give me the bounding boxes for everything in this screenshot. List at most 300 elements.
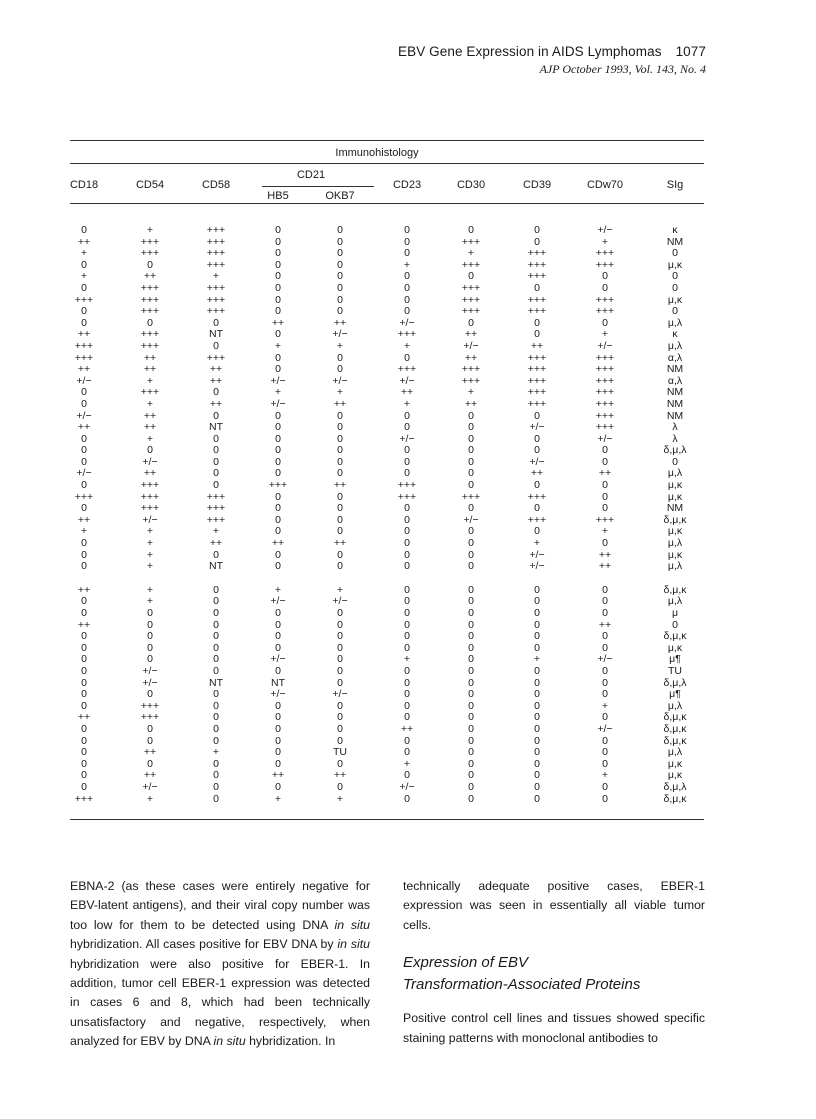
table-cell: +/− xyxy=(142,513,158,526)
table-cell: +++ xyxy=(140,235,160,248)
table-cell: ++ xyxy=(143,409,157,422)
table-cell: 0 xyxy=(275,409,281,422)
table-cell: + xyxy=(601,235,609,248)
table-cell: +/− xyxy=(529,548,545,561)
table-cell: α,λ xyxy=(667,351,683,364)
body-paragraph: EBNA-2 (as these cases were entirely negative for EBV-latent antigens), and their viral copy number was too low for them to be detected using DNA in situ hybridization. All cases positive for EBV DNA by in situ hybridization were also positive for EBER-1. In addition, tumor cell EBER-1 expression was detected in cases 6 and 8, which had been technically unsatisfactory and negative, respectively, when analyzed for EBV by DNA in situ hybridization. In xyxy=(70,879,371,1049)
table-cell: 0 xyxy=(404,792,410,805)
table-cell: 0 xyxy=(213,444,219,457)
table-cell: + xyxy=(336,386,344,399)
table-cell: + xyxy=(533,653,541,666)
table-cell: 0 xyxy=(602,444,608,457)
table-cell: + xyxy=(146,374,154,387)
table-cell: ++ xyxy=(77,618,91,631)
table-cell: 0 xyxy=(468,525,474,538)
table-cell: +++ xyxy=(206,502,226,515)
table-cell: 0 xyxy=(404,467,410,480)
table-cell: 0 xyxy=(468,688,474,701)
table-cell: +++ xyxy=(595,305,615,318)
table-cell: 0 xyxy=(337,630,343,643)
table-cell: μ,λ xyxy=(667,339,683,352)
table-cell: +++ xyxy=(206,247,226,260)
table-cell: ++ xyxy=(333,397,347,410)
table-cell: 0 xyxy=(534,235,540,248)
table-cell: 0 xyxy=(672,305,678,318)
table-cell: ++ xyxy=(598,548,612,561)
table-cell: +++ xyxy=(595,247,615,260)
table-cell: 0 xyxy=(404,305,410,318)
table-cell: 0 xyxy=(81,548,87,561)
column-header-cdw70: CDw70 xyxy=(586,179,624,191)
table-cell: 0 xyxy=(468,664,474,677)
table-cell: NM xyxy=(666,409,684,422)
table-cell: +++ xyxy=(397,479,417,492)
table-cell: 0 xyxy=(275,699,281,712)
table-cell: 0 xyxy=(404,537,410,550)
table-cell: +++ xyxy=(206,305,226,318)
table-cell: 0 xyxy=(602,734,608,747)
table-cell: 0 xyxy=(534,792,540,805)
section-heading-line: Transformation-Associated Proteins xyxy=(403,976,641,994)
table-cell: μ,λ xyxy=(667,595,683,608)
table-cell: +++ xyxy=(140,339,160,352)
table-cell: +/− xyxy=(332,374,348,387)
table-cell: ++ xyxy=(464,351,478,364)
table-cell: μ,κ xyxy=(667,490,683,503)
table-cell: 0 xyxy=(602,455,608,468)
table-cell: +++ xyxy=(527,305,547,318)
table-cell: +++ xyxy=(206,224,226,236)
table-cell: 0 xyxy=(147,618,153,631)
table-cell: 0 xyxy=(337,270,343,283)
table-cell: 0 xyxy=(275,734,281,747)
table-cell: 0 xyxy=(534,444,540,457)
table-cell: μ,λ xyxy=(667,467,683,480)
group-separator xyxy=(141,573,159,585)
table-cell: 0 xyxy=(213,711,219,724)
table-cell: ++ xyxy=(209,397,223,410)
table-column-cd58 xyxy=(207,225,225,805)
table-cell: + xyxy=(146,595,154,608)
table-cell: 0 xyxy=(468,467,474,480)
table-cell: +++ xyxy=(527,490,547,503)
table-cell: 0 xyxy=(534,746,540,759)
table-cell: 0 xyxy=(602,583,608,596)
table-cell: ++ xyxy=(271,769,285,782)
table-cell: 0 xyxy=(213,455,219,468)
table-cell: 0 xyxy=(275,502,281,515)
table-cell: λ xyxy=(672,421,678,434)
table-cell: 0 xyxy=(81,653,87,666)
table-cell: +++ xyxy=(397,328,417,341)
table-cell: 0 xyxy=(337,699,343,712)
table-cell: 0 xyxy=(213,722,219,735)
table-cell: + xyxy=(403,339,411,352)
table-cell: + xyxy=(403,258,411,271)
table-cell: κ xyxy=(672,328,678,341)
table-cell: α,λ xyxy=(667,374,683,387)
table-cell: ++ xyxy=(143,421,157,434)
table-cell: 0 xyxy=(404,607,410,619)
table-cell: +/− xyxy=(399,316,415,329)
table-cell: 0 xyxy=(534,479,540,492)
table-cell: +++ xyxy=(74,490,94,503)
table-cell: 0 xyxy=(147,607,153,619)
table-cell: 0 xyxy=(602,316,608,329)
table-cell: 0 xyxy=(337,409,343,422)
table-cell: + xyxy=(146,560,154,573)
table-cell: 0 xyxy=(404,630,410,643)
body-column-right xyxy=(403,877,705,1048)
table-cell: NM xyxy=(666,502,684,515)
table-cell: 0 xyxy=(468,711,474,724)
table-cell: 0 xyxy=(81,386,87,399)
table-cell: 0 xyxy=(404,583,410,596)
table-cell: NM xyxy=(666,363,684,376)
table-cell: +/− xyxy=(270,595,286,608)
table-cell: 0 xyxy=(534,630,540,643)
table-cell: + xyxy=(467,386,475,399)
body-paragraph: technically adequate positive cases, EBER-1 expression was seen in essentially all viable tumor cells. xyxy=(403,879,705,932)
table-cell: 0 xyxy=(81,224,87,236)
table-cell: 0 xyxy=(602,688,608,701)
table-cell: 0 xyxy=(81,502,87,515)
column-header-cd30: CD30 xyxy=(456,179,486,191)
table-bottom-rule xyxy=(70,819,704,820)
table-cell: 0 xyxy=(404,409,410,422)
table-cell: 0 xyxy=(602,630,608,643)
table-cell: +++ xyxy=(206,235,226,248)
body-column-left xyxy=(70,877,370,1052)
table-cell: + xyxy=(533,537,541,550)
table-cell: ++ xyxy=(271,537,285,550)
table-cell: 0 xyxy=(468,746,474,759)
table-cell: 0 xyxy=(337,490,343,503)
cd21-span-rule xyxy=(262,186,374,187)
table-cell: + xyxy=(146,432,154,445)
table-cell: + xyxy=(336,792,344,805)
table-cell: 0 xyxy=(213,583,219,596)
table-cell: 0 xyxy=(81,688,87,701)
table-cell: +/− xyxy=(399,374,415,387)
table-cell: 0 xyxy=(468,699,474,712)
table-cell: 0 xyxy=(468,560,474,573)
table-cell: 0 xyxy=(468,479,474,492)
table-cell: 0 xyxy=(275,722,281,735)
table-cell: NT xyxy=(209,421,223,434)
table-cell: +++ xyxy=(206,293,226,306)
table-cell: δ,μ,λ xyxy=(663,780,687,793)
table-cell: 0 xyxy=(275,618,281,631)
table-cell: + xyxy=(212,746,220,759)
table-cell: +++ xyxy=(461,305,481,318)
table-cell: 0 xyxy=(337,560,343,573)
table-cell: 0 xyxy=(404,548,410,561)
table-cell: μ,κ xyxy=(667,548,683,561)
table-cell: 0 xyxy=(337,653,343,666)
group-separator xyxy=(332,573,347,585)
table-cell: 0 xyxy=(337,224,343,236)
table-cell: 0 xyxy=(468,432,474,445)
table-cell: 0 xyxy=(534,316,540,329)
table-cell: 0 xyxy=(275,305,281,318)
table-cell: 0 xyxy=(275,247,281,260)
running-header xyxy=(398,44,706,59)
table-cell: +++ xyxy=(527,270,547,283)
table-cell: 0 xyxy=(534,757,540,770)
column-header-hb5: HB5 xyxy=(267,190,289,202)
table-cell: 0 xyxy=(534,722,540,735)
table-cell: 0 xyxy=(213,339,219,352)
table-column-cd39 xyxy=(528,225,546,805)
table-cell: μ,κ xyxy=(667,641,683,654)
column-header-cd18: CD18 xyxy=(69,179,99,191)
table-cell: κ xyxy=(672,224,678,236)
table-cell: 0 xyxy=(275,757,281,770)
table-cell: + xyxy=(274,792,282,805)
table-cell: ++ xyxy=(400,386,414,399)
table-cell: +++ xyxy=(206,281,226,294)
table-cell: 0 xyxy=(275,630,281,643)
table-cell: 0 xyxy=(81,537,87,550)
table-cell: 0 xyxy=(468,537,474,550)
table-column-hb5 xyxy=(269,225,287,805)
table-cell: +++ xyxy=(595,513,615,526)
table-cell: +++ xyxy=(527,386,547,399)
table-cell: μ,λ xyxy=(667,537,683,550)
table-cell: +++ xyxy=(461,490,481,503)
table-cell: + xyxy=(403,757,411,770)
group-separator xyxy=(596,573,614,585)
table-cell: 0 xyxy=(147,653,153,666)
table-cell: 0 xyxy=(404,235,410,248)
table-cell: μ,κ xyxy=(667,479,683,492)
column-header-cd54: CD54 xyxy=(135,179,165,191)
table-cell: +/− xyxy=(529,560,545,573)
table-cell: +++ xyxy=(527,513,547,526)
table-cell: 0 xyxy=(404,676,410,689)
table-cell: 0 xyxy=(81,595,87,608)
table-cell: +/− xyxy=(76,374,92,387)
table-cell: 0 xyxy=(337,247,343,260)
table-cell: 0 xyxy=(81,479,87,492)
table-cell: ++ xyxy=(77,235,91,248)
table-cell: ++ xyxy=(143,467,157,480)
table-cell: 0 xyxy=(468,780,474,793)
table-cell: ++ xyxy=(333,479,347,492)
table-cell: μ,λ xyxy=(667,746,683,759)
table-cell: 0 xyxy=(404,502,410,515)
table-cell: 0 xyxy=(404,769,410,782)
table-cell: 0 xyxy=(275,270,281,283)
table-cell: 0 xyxy=(275,258,281,271)
table-cell: + xyxy=(212,270,220,283)
table-cell: +/− xyxy=(597,653,613,666)
table-cell: 0 xyxy=(534,525,540,538)
table-cell: 0 xyxy=(534,688,540,701)
table-cell: 0 xyxy=(213,409,219,422)
table-cell: 0 xyxy=(337,618,343,631)
table-cell: 0 xyxy=(81,444,87,457)
table-cell: ++ xyxy=(400,722,414,735)
table-cell: +++ xyxy=(74,792,94,805)
table-cell: +++ xyxy=(461,235,481,248)
table-cell: 0 xyxy=(337,722,343,735)
table-cell: + xyxy=(403,653,411,666)
table-cell: 0 xyxy=(275,513,281,526)
table-cell: 0 xyxy=(602,595,608,608)
table-cell: +/− xyxy=(76,467,92,480)
table-cell: 0 xyxy=(337,664,343,677)
table-cell: 0 xyxy=(337,455,343,468)
group-separator xyxy=(664,573,687,585)
table-cell: +++ xyxy=(140,711,160,724)
table-cell: 0 xyxy=(81,780,87,793)
table-cell: + xyxy=(336,339,344,352)
table-cell: +++ xyxy=(140,386,160,399)
table-cell: 0 xyxy=(275,328,281,341)
table-cell: + xyxy=(80,270,88,283)
immunohistology-heading: Immunohistology xyxy=(335,147,419,159)
table-cell: 0 xyxy=(147,757,153,770)
table-cell: 0 xyxy=(468,502,474,515)
table-cell: 0 xyxy=(534,699,540,712)
table-cell: 0 xyxy=(213,641,219,654)
table-cell: 0 xyxy=(468,595,474,608)
table-group-rule xyxy=(70,163,704,164)
table-cell: 0 xyxy=(672,247,678,260)
table-cell: 0 xyxy=(468,722,474,735)
table-cell: 0 xyxy=(275,224,281,236)
table-cell: 0 xyxy=(147,316,153,329)
table-cell: ++ xyxy=(464,397,478,410)
table-cell: μ,λ xyxy=(667,699,683,712)
table-cell: +/− xyxy=(332,328,348,341)
table-cell: 0 xyxy=(468,607,474,619)
table-cell: +/− xyxy=(399,432,415,445)
table-cell: 0 xyxy=(404,688,410,701)
table-cell: +++ xyxy=(461,374,481,387)
table-cell: 0 xyxy=(602,281,608,294)
group-separator xyxy=(462,573,480,585)
table-cell: +/− xyxy=(76,409,92,422)
table-cell: 0 xyxy=(147,641,153,654)
table-cell: 0 xyxy=(337,607,343,619)
table-cell: 0 xyxy=(275,525,281,538)
table-cell: + xyxy=(212,525,220,538)
table-cell: +++ xyxy=(206,490,226,503)
table-cell: +/− xyxy=(142,455,158,468)
column-header-cd21: CD21 xyxy=(296,169,326,181)
table-cell: δ,μ,λ xyxy=(663,676,687,689)
table-cell: 0 xyxy=(337,757,343,770)
table-cell: 0 xyxy=(81,734,87,747)
table-cell: 0 xyxy=(275,780,281,793)
table-cell: μ xyxy=(671,607,679,619)
table-cell: 0 xyxy=(81,305,87,318)
table-cell: +/− xyxy=(597,722,613,735)
table-cell: +++ xyxy=(595,374,615,387)
section-heading xyxy=(403,952,705,996)
table-cell: +++ xyxy=(595,293,615,306)
table-cell: +++ xyxy=(595,421,615,434)
table-cell: ++ xyxy=(77,513,91,526)
table-cell: 0 xyxy=(602,607,608,619)
table-cell: ++ xyxy=(209,363,223,376)
table-cell: +/− xyxy=(463,513,479,526)
table-cell: 0 xyxy=(337,235,343,248)
table-cell: 0 xyxy=(337,548,343,561)
table-cell: ++ xyxy=(77,711,91,724)
table-cell: 0 xyxy=(468,548,474,561)
table-cell: 0 xyxy=(81,560,87,573)
table-cell: 0 xyxy=(81,699,87,712)
table-cell: ++ xyxy=(271,316,285,329)
table-cell: +++ xyxy=(140,293,160,306)
table-cell: TU xyxy=(667,664,682,677)
table-cell: +++ xyxy=(140,490,160,503)
table-cell: ++ xyxy=(209,374,223,387)
table-cell: + xyxy=(601,769,609,782)
column-header-cd39: CD39 xyxy=(522,179,552,191)
table-cell: 0 xyxy=(468,455,474,468)
table-cell: 0 xyxy=(468,792,474,805)
table-cell: +++ xyxy=(140,479,160,492)
table-cell: 0 xyxy=(337,676,343,689)
table-cell: μ¶ xyxy=(669,653,681,666)
table-cell: 0 xyxy=(275,664,281,677)
table-cell: 0 xyxy=(213,386,219,399)
table-cell: 0 xyxy=(275,548,281,561)
table-cell: +++ xyxy=(397,490,417,503)
table-cell: +/− xyxy=(332,595,348,608)
table-cell: 0 xyxy=(275,455,281,468)
table-cell: +++ xyxy=(140,281,160,294)
table-cell: 0 xyxy=(404,560,410,573)
table-cell: NT xyxy=(209,560,223,573)
table-column-sig xyxy=(664,225,687,805)
table-cell: + xyxy=(601,699,609,712)
table-cell: 0 xyxy=(534,641,540,654)
table-cell: +++ xyxy=(527,293,547,306)
table-cell: 0 xyxy=(337,421,343,434)
table-cell: 0 xyxy=(275,746,281,759)
table-cell: 0 xyxy=(404,513,410,526)
table-cell: 0 xyxy=(213,595,219,608)
table-cell: +/− xyxy=(332,688,348,701)
table-cell: +++ xyxy=(595,351,615,364)
table-cell: ++ xyxy=(464,328,478,341)
table-cell: 0 xyxy=(81,281,87,294)
table-cell: +++ xyxy=(74,293,94,306)
table-cell: 0 xyxy=(81,316,87,329)
table-cell: 0 xyxy=(602,537,608,550)
table-cell: + xyxy=(80,247,88,260)
table-cell: μ¶ xyxy=(669,688,681,701)
table-header-rule xyxy=(70,203,704,204)
table-column-cd23 xyxy=(398,225,416,805)
table-cell: 0 xyxy=(213,780,219,793)
table-cell: +/− xyxy=(142,664,158,677)
table-cell: 0 xyxy=(534,224,540,236)
table-cell: 0 xyxy=(534,618,540,631)
table-cell: 0 xyxy=(275,351,281,364)
table-cell: 0 xyxy=(468,734,474,747)
table-cell: δ,μ,κ xyxy=(663,792,687,805)
table-column-cd54 xyxy=(141,225,159,805)
table-cell: 0 xyxy=(404,664,410,677)
table-cell: +++ xyxy=(595,258,615,271)
